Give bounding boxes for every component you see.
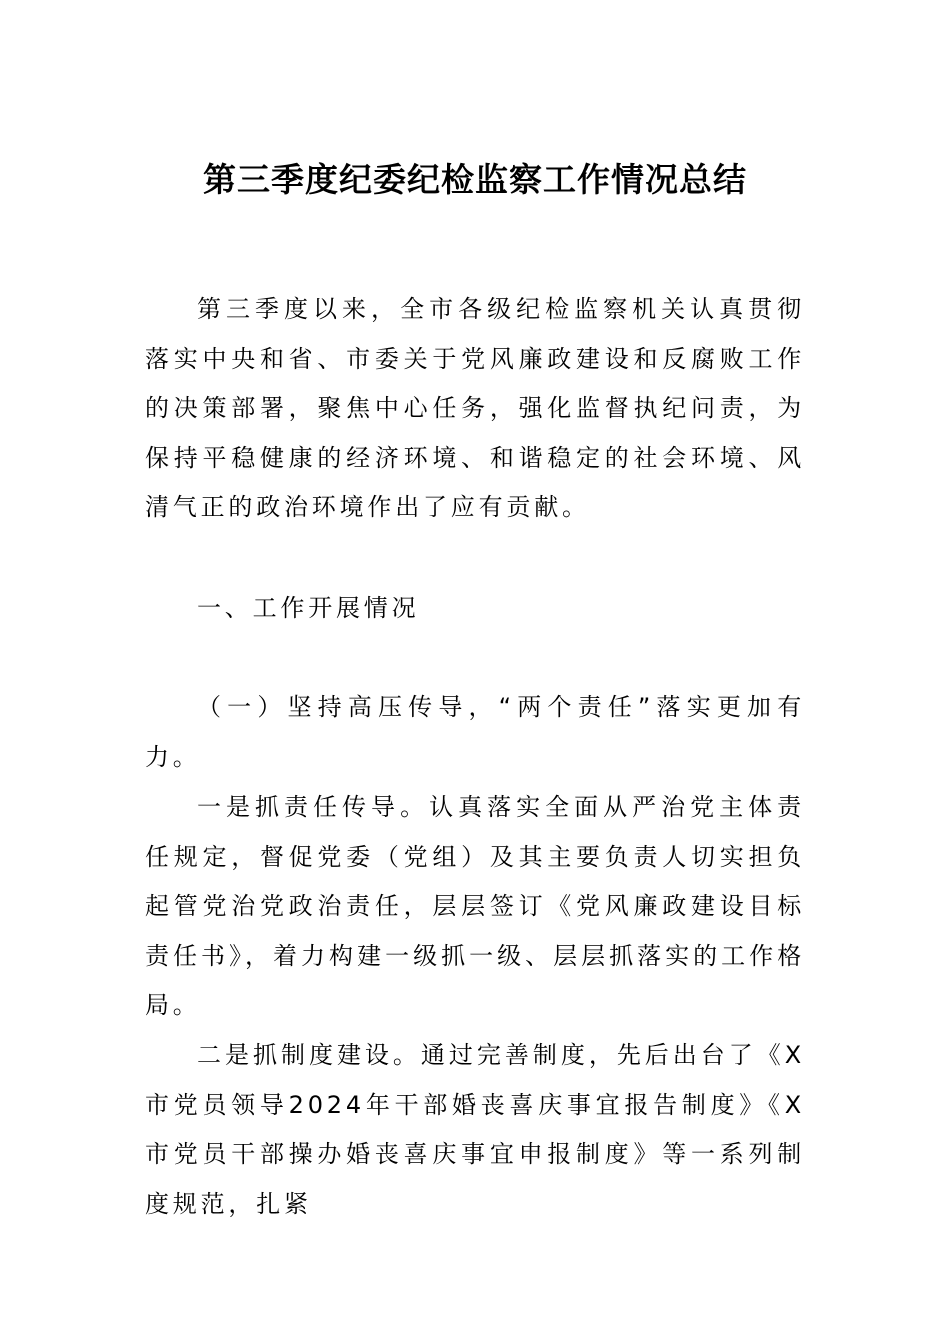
body-paragraph-responsibility: 一是抓责任传导。认真落实全面从严治党主体责任规定，督促党委（党组）及其主要负责人切实担负起管党治党政治责任，层层签订《党风廉政建设目标责任书》，着力构建一级抓一级、层层抓落实的工作格局。 [145, 793, 805, 1019]
subsection-heading: （一）坚持高压传导，“两个责任”落实更加有力。 [145, 693, 805, 771]
document-title: 第三季度纪委纪检监察工作情况总结 [203, 160, 747, 199]
body-paragraph-system-building: 二是抓制度建设。通过完善制度，先后出台了《X市党员领导2024年干部婚丧喜庆事宜报告制度》《X市党员干部操办婚丧喜庆事宜申报制度》等一系列制度规范，扎紧 [145, 1041, 805, 1218]
section-heading: 一、工作开展情况 [197, 594, 420, 622]
intro-paragraph: 第三季度以来，全市各级纪检监察机关认真贯彻落实中央和省、市委关于党风廉政建设和反腐败工作的决策部署，聚焦中心任务，强化监督执纪问责，为保持平稳健康的经济环境、和谐稳定的社会环境、风清气正的政治环境作出了应有贡献。 [145, 295, 805, 521]
